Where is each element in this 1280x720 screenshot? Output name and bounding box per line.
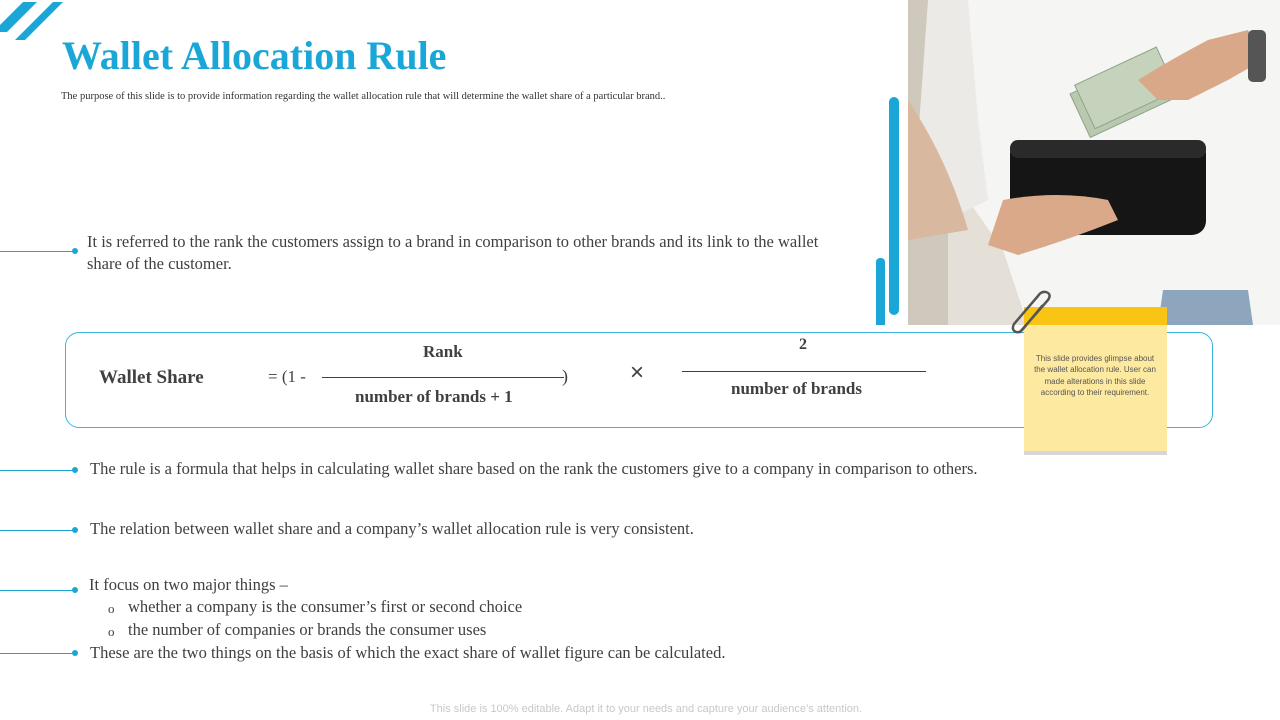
accent-bar-tall: [889, 97, 899, 315]
bullet-connector: [0, 470, 75, 471]
formula-numerator-2: 2: [799, 336, 807, 353]
formula-close: ): [562, 366, 568, 386]
times-icon: ×: [630, 359, 645, 386]
paperclip-icon: [1006, 288, 1056, 338]
bullet-dot: [72, 650, 78, 656]
footer-note: This slide is 100% editable. Adapt it to your needs and capture your audience’s attention.: [429, 703, 863, 715]
sub-bullet-count: the number of companies or brands the consumer uses: [128, 620, 487, 639]
slide-title: Wallet Allocation Rule: [62, 33, 447, 78]
bullet-connector: [0, 653, 75, 654]
bullet-dot: [72, 248, 78, 254]
bullet-connector: [0, 251, 74, 252]
bullet-dot: [72, 467, 78, 473]
formula-numerator: Rank: [423, 342, 463, 361]
bullet-text-basis: These are the two things on the basis of which the exact share of wallet figure can be calculated.: [90, 643, 726, 662]
wallet-photo: [908, 0, 1280, 325]
bullet-text-focus: It focus on two major things –: [89, 575, 288, 594]
fraction-bar-2: [682, 371, 926, 372]
slide-subtitle: The purpose of this slide is to provide information regarding the wallet allocation rule that will determine the wallet share of a particular brand..: [61, 91, 666, 102]
bullet-connector: [0, 530, 75, 531]
bullet-text-relation: The relation between wallet share and a company’s wallet allocation rule is very consistent.: [90, 519, 694, 538]
note-shadow: [1024, 451, 1167, 455]
bullet-text-formula: The rule is a formula that helps in calculating wallet share based on the rank the customers give to a company in comparison to others.: [90, 459, 978, 478]
bullet-connector: [0, 590, 75, 591]
bullet-text-definition: It is referred to the rank the customers assign to a brand in comparison to other brands and its link to the wallet share of the customer.: [87, 232, 819, 273]
bullet-dot: [72, 527, 78, 533]
fraction-bar: [322, 377, 564, 378]
formula-open: = (1 -: [268, 367, 306, 386]
sub-bullet-choice: whether a company is the consumer’s first or second choice: [128, 597, 523, 616]
formula-denominator-2: number of brands: [731, 379, 862, 398]
sub-bullet-marker: o: [108, 601, 115, 616]
sub-bullet-marker: o: [108, 624, 115, 639]
formula-denominator: number of brands + 1: [355, 387, 513, 406]
sticky-note-text: This slide provides glimpse about the wallet allocation rule. User can made alterations in this slide according to their requirement.: [1034, 354, 1156, 397]
bullet-dot: [72, 587, 78, 593]
formula-label: Wallet Share: [99, 367, 204, 388]
accent-bar-short: [876, 258, 885, 325]
